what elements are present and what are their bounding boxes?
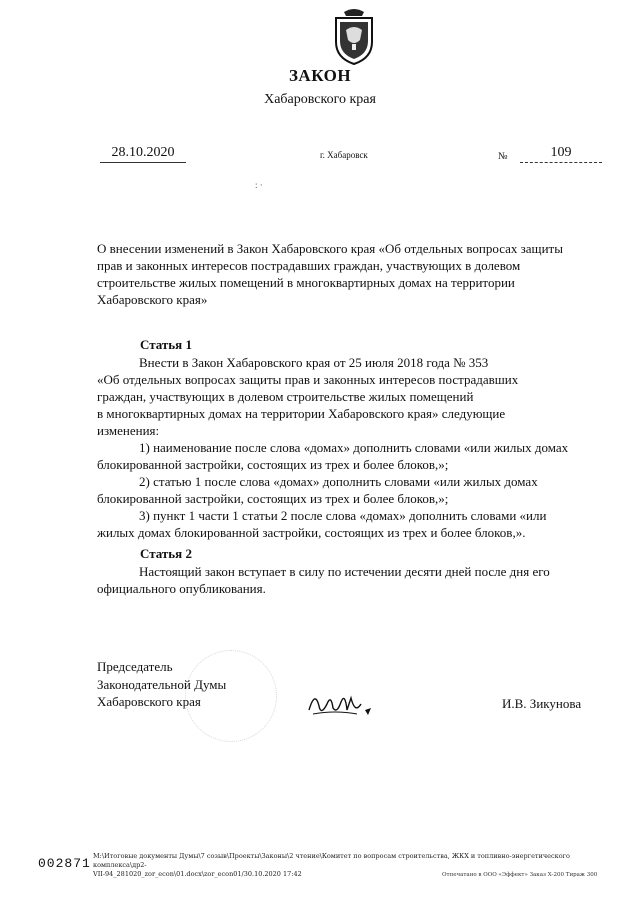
article-2-title: Статья 2	[140, 546, 192, 561]
heading-line: Хабаровского края»	[97, 292, 208, 307]
document-date: 28.10.2020	[100, 145, 186, 163]
signatory-title	[97, 658, 226, 711]
document-number-label: №	[498, 151, 508, 162]
amendment-item-2: блокированной застройки, состоящих из трех и более блоков,»;	[97, 491, 449, 506]
coat-of-arms-emblem	[330, 6, 378, 66]
signatory-title-line: Законодательной Думы	[97, 676, 227, 692]
document-title: ЗАКОН	[288, 66, 352, 85]
amendment-item-1: 1) наименование после слова «домах» дополнить словами «или жилых домах	[139, 440, 569, 455]
article-2-body	[97, 563, 603, 597]
article-1-line: Внести в Закон Хабаровского края от 25 июля 2018 года № 353	[139, 355, 489, 370]
heading-line: прав и законных интересов пострадавших граждан, участвующих в долевом	[97, 258, 521, 273]
article-1-line: граждан, участвующих в долевом строительстве жилых помещений	[97, 389, 474, 404]
amendment-item-3: 3) пункт 1 части 1 статьи 2 после слова «домах» дополнить словами «или	[139, 508, 547, 523]
article-1-line: «Об отдельных вопросах защиты прав и законных интересов пострадавших	[97, 372, 519, 387]
signatory-title-line: Председатель	[97, 659, 173, 674]
article-2-line: официального опубликования.	[97, 581, 266, 596]
document-number: 109	[520, 145, 602, 163]
article-1-title: Статья 1	[140, 337, 192, 352]
signatory-title-line: Хабаровского края	[97, 694, 201, 709]
registration-number: 002871	[38, 856, 91, 871]
document-subtitle: Хабаровского края	[264, 92, 376, 107]
amendment-item-1: блокированной застройки, состоящих из трех и более блоков,»;	[97, 457, 449, 472]
heading-line: О внесении изменений в Закон Хабаровского края «Об отдельных вопросах защиты	[97, 241, 563, 256]
heading-line: строительстве жилых помещений в многоквартирных домах на территории	[97, 275, 515, 290]
document-city: г. Хабаровск	[320, 150, 368, 160]
law-heading	[97, 240, 603, 308]
article-1-line: в многоквартирных домах на территории Хабаровского края» следующие	[97, 406, 506, 421]
amendment-item-2: 2) статью 1 после слова «домах» дополнить словами «или жилых домах	[139, 474, 538, 489]
handwritten-signature	[305, 684, 375, 724]
amendment-item-3: жилых домах блокированной застройки, состоящих из трех и более блоков,».	[97, 525, 526, 540]
file-path-line: VII-94_281020_zor_econ\01.docx\zor_econ01/30.10.2020 17:42	[93, 870, 302, 878]
printer-imprint: Отпечатано в ООО «Эффект» Заказ Х-200 Тираж 300	[442, 872, 598, 878]
article-1-line: изменения:	[97, 423, 160, 438]
article-2-line: Настоящий закон вступает в силу по истечении десяти дней после дня его	[139, 564, 550, 579]
file-path-line: M:\Итоговые документы Думы\7 созыв\Проекты\Законы\2 чтение\Комитет по вопросам строительства, ЖКХ и топливно-энергетического комплекса\др2-	[93, 852, 570, 869]
article-1-body	[97, 354, 603, 541]
signatory-name: И.В. Зикунова	[502, 696, 582, 711]
scan-speck: : ·	[255, 180, 263, 190]
